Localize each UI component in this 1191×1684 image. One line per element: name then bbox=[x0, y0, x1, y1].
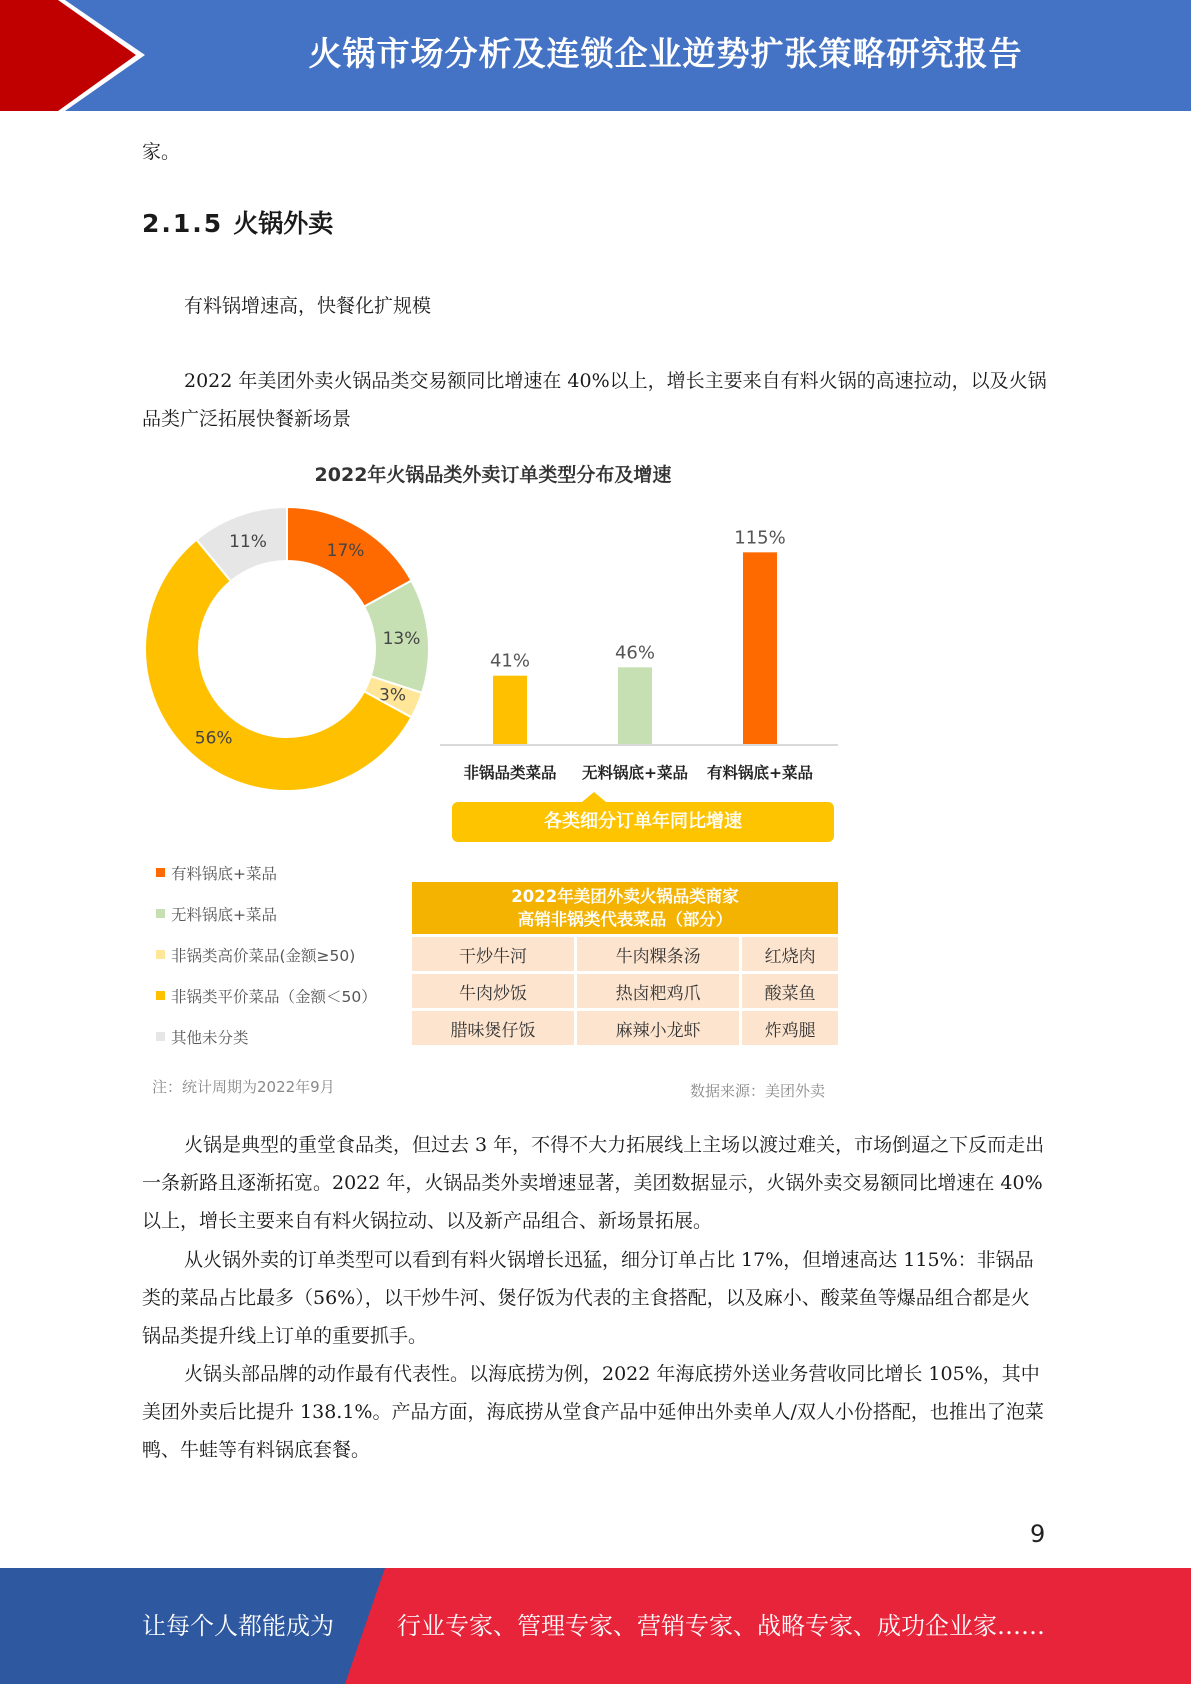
legend-label: 非锅类高价菜品(金额≥50) bbox=[171, 946, 356, 965]
bar bbox=[743, 552, 777, 744]
figure-note: 注：统计周期为2022年9月 bbox=[152, 1078, 335, 1096]
dish-cell: 红烧肉 bbox=[742, 934, 838, 971]
legend-item bbox=[156, 1016, 377, 1057]
dish-cell: 牛肉粿条汤 bbox=[577, 934, 742, 971]
page-number: 9 bbox=[1030, 1520, 1046, 1548]
intro-paragraph: 2022 年美团外卖火锅品类交易额同比增速在 40%以上，增长主要来自有料火锅的高速拉动，以及火锅品类广泛拓展快餐新场景 bbox=[142, 370, 1047, 430]
legend-label: 其他未分类 bbox=[171, 1028, 249, 1047]
donut-legend bbox=[156, 852, 377, 1057]
donut-slice-label: 17% bbox=[326, 541, 365, 562]
legend-swatch bbox=[156, 991, 165, 1000]
dish-table-header: 2022年美团外卖火锅品类商家 高销非锅类代表菜品（部分） bbox=[412, 882, 838, 934]
figure-source: 数据来源：美团外卖 bbox=[690, 1082, 826, 1100]
bar-value-label: 46% bbox=[614, 642, 656, 664]
bar-category-label: 无料锅底+菜品 bbox=[582, 764, 688, 782]
legend-item bbox=[156, 975, 377, 1016]
legend-item bbox=[156, 893, 377, 934]
footer-slogan-right: 行业专家、管理专家、营销专家、战略专家、成功企业家…… bbox=[397, 1612, 1045, 1640]
chart-figure bbox=[142, 452, 862, 1107]
dish-table bbox=[412, 882, 838, 1045]
donut-slice-label: 3% bbox=[379, 685, 407, 706]
legend-label: 无料锅底+菜品 bbox=[171, 905, 277, 924]
legend-swatch bbox=[156, 950, 165, 959]
bar-chart bbox=[440, 512, 840, 812]
legend-swatch bbox=[156, 868, 165, 877]
subheading: 有料锅增速高，快餐化扩规模 bbox=[184, 295, 432, 317]
dish-cell: 干炒牛河 bbox=[412, 934, 577, 971]
bar bbox=[493, 676, 527, 744]
page-footer bbox=[0, 1568, 1191, 1684]
bar-value-label: 115% bbox=[734, 527, 786, 549]
section-heading bbox=[142, 204, 333, 244]
dish-cell: 牛肉炒饭 bbox=[412, 971, 577, 1008]
bar bbox=[618, 667, 652, 744]
dish-cell: 酸菜鱼 bbox=[742, 971, 838, 1008]
body-paragraph-3: 火锅头部品牌的动作最有代表性。以海底捞为例，2022 年海底捞外送业务营收同比增长 105%，其中美团外卖后比提升 138.1%。产品方面，海底捞从堂食产品中延伸出外卖单人/双人小份搭配，也推出了泡菜鸭、牛蛙等有料锅底套餐。 bbox=[142, 1363, 1044, 1461]
table-row bbox=[412, 1008, 838, 1045]
section-title: 火锅外卖 bbox=[233, 209, 334, 238]
bar-category-label: 有料锅底+菜品 bbox=[707, 764, 813, 782]
header-arrow-decoration bbox=[0, 0, 160, 111]
bar-category-label: 非锅品类菜品 bbox=[463, 764, 557, 782]
legend-item bbox=[156, 934, 377, 975]
table-row bbox=[412, 934, 838, 971]
legend-swatch bbox=[156, 1032, 165, 1041]
dish-cell: 腊味煲仔饭 bbox=[412, 1008, 577, 1045]
dish-cell: 麻辣小龙虾 bbox=[577, 1008, 742, 1045]
body-paragraph-1: 火锅是典型的重堂食品类，但过去 3 年，不得不大力拓展线上主场以渡过难关，市场倒逼之下反而走出一条新路且逐渐拓宽。2022 年，火锅品类外卖增速显著，美团数据显示，火锅外卖交易额同比增速在 40%以上，增长主要来自有料火锅拉动、以及新产品组合、新场景拓展。 bbox=[142, 1134, 1045, 1232]
donut-chart bbox=[142, 504, 452, 814]
bar-value-label: 41% bbox=[489, 650, 531, 672]
legend-swatch bbox=[156, 909, 165, 918]
bar-chart-caption: 各类细分订单年同比增速 bbox=[452, 802, 834, 842]
footer-slogan-left: 让每个人都能成为 bbox=[142, 1612, 334, 1640]
table-row bbox=[412, 971, 838, 1008]
donut-slice-label: 56% bbox=[194, 728, 233, 749]
legend-label: 非锅类平价菜品（金额＜50） bbox=[171, 987, 377, 1006]
dish-cell: 热卤粑鸡爪 bbox=[577, 971, 742, 1008]
report-title: 火锅市场分析及连锁企业逆势扩张策略研究报告 bbox=[308, 34, 1023, 73]
legend-label: 有料锅底+菜品 bbox=[171, 864, 277, 883]
section-number: 2.1.5 bbox=[142, 209, 224, 238]
dish-cell: 炸鸡腿 bbox=[742, 1008, 838, 1045]
donut-slice-label: 11% bbox=[229, 531, 267, 552]
donut-slice-label: 13% bbox=[382, 629, 421, 650]
body-paragraph-2: 从火锅外卖的订单类型可以看到有料火锅增长迅猛，细分订单占比 17%，但增速高达 115%：非锅品类的菜品占比最多（56%），以干炒牛河、煲仔饭为代表的主食搭配，以及麻小、酸菜鱼等爆品组合都是火锅品类提升线上订单的重要抓手。 bbox=[142, 1249, 1034, 1347]
continuation-text: 家。 bbox=[142, 141, 181, 163]
chart-title: 2022年火锅品类外卖订单类型分布及增速 bbox=[314, 464, 672, 486]
legend-item bbox=[156, 852, 377, 893]
page-header bbox=[0, 0, 1191, 111]
